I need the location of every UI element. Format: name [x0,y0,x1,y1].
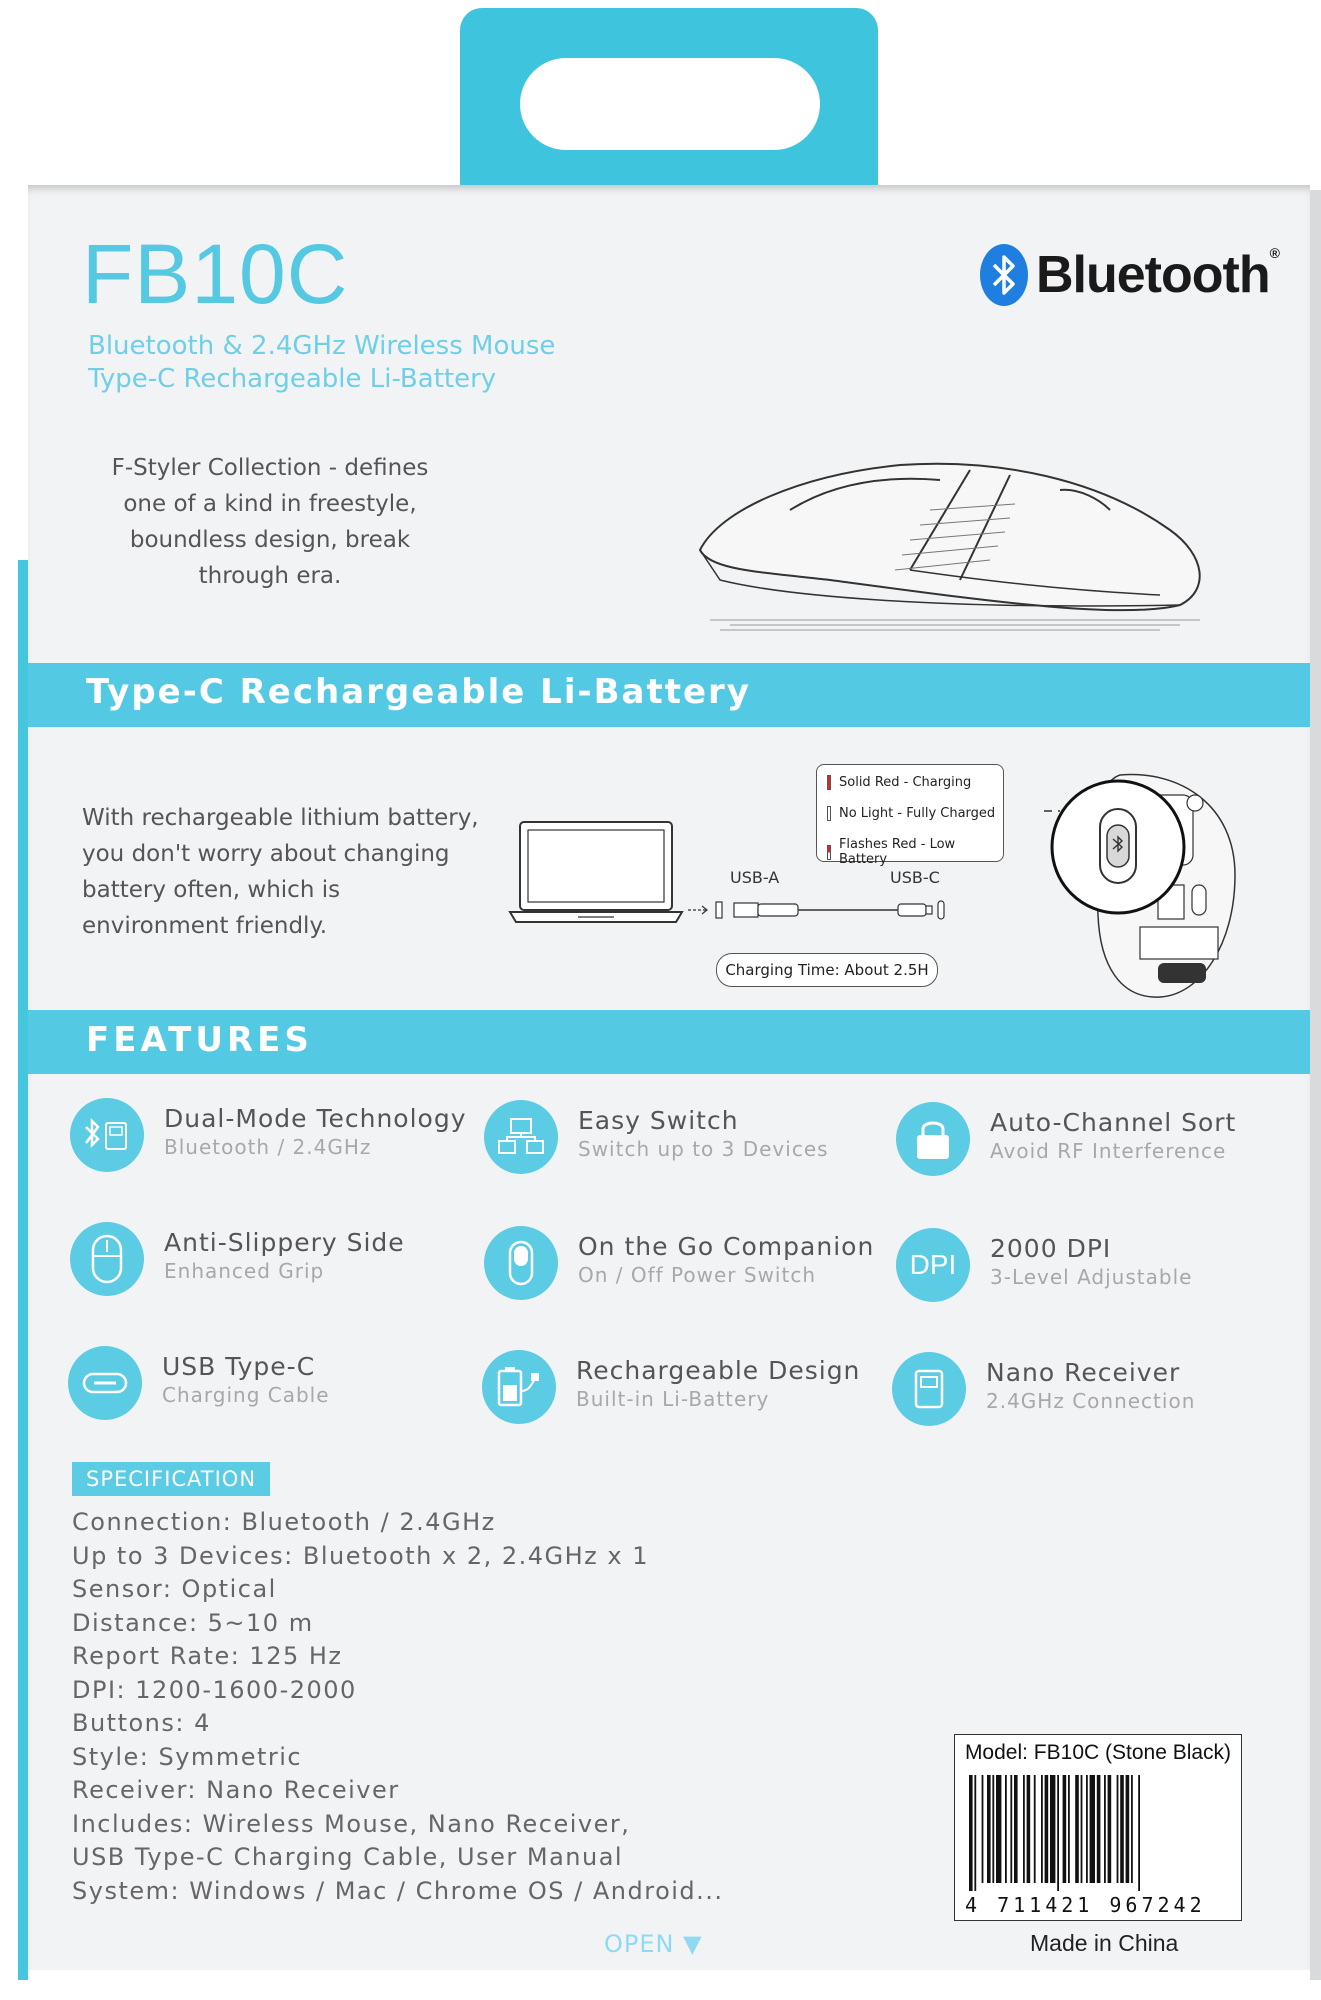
barcode-bar [1090,1775,1095,1883]
hang-hole [520,58,820,150]
barcode-bar [1104,1775,1106,1883]
barcode-bar [1131,1775,1133,1883]
feature-title: Easy Switch [578,1106,739,1135]
feature-auto-channel [896,1102,1236,1176]
barcode-bar [1081,1775,1083,1883]
feature-subtitle: Switch up to 3 Devices [578,1137,829,1161]
barcode-bar [1075,1775,1079,1883]
barcode-bar [1014,1775,1018,1883]
feature-subtitle: Enhanced Grip [164,1259,325,1283]
made-in-label: Made in China [1030,1930,1179,1956]
barcode-label [954,1734,1242,1921]
feature-title: On the Go Companion [578,1232,875,1261]
spec-line: Sensor: Optical [72,1575,277,1603]
features-section-heading: FEATURES [86,1020,313,1060]
led-state-charging: Solid Red - Charging [827,775,971,790]
barcode-bar [1045,1775,1049,1883]
feature-title: Nano Receiver [986,1358,1181,1387]
usb-c-icon [68,1346,142,1420]
spec-line: Receiver: Nano Receiver [72,1776,400,1804]
led-indicator-flashing [827,845,831,860]
product-model-title: FB10C [82,227,349,321]
lock-icon [896,1102,970,1176]
usb-a-label: USB-A [730,868,780,887]
feature-subtitle: Built-in Li-Battery [576,1387,770,1411]
led-state-full: No Light - Fully Charged [827,806,995,821]
spec-line: USB Type-C Charging Cable, User Manual [72,1843,624,1871]
barcode-icon [965,1775,1231,1891]
barcode-bar [1063,1775,1067,1883]
barcode-bar [1050,1775,1055,1883]
laptop-icon [508,818,684,928]
spec-line: Up to 3 Devices: Bluetooth x 2, 2.4GHz x 1 [72,1541,649,1570]
spec-line: Connection: Bluetooth / 2.4GHz [72,1508,496,1536]
barcode-bar [1120,1775,1124,1883]
spec-line: Buttons: 4 [72,1709,211,1737]
barcode-bar [992,1775,994,1883]
open-tab-label[interactable]: OPEN ▼ [604,1930,703,1958]
feature-subtitle: Charging Cable [162,1383,330,1407]
feature-on-the-go [484,1226,874,1300]
spec-line: Includes: Wireless Mouse, Nano Receiver, [72,1809,631,1838]
power-switch-icon [484,1226,558,1300]
barcode-bar [1086,1775,1088,1883]
charging-time-pill: Charging Time: About 2.5H [716,953,938,987]
barcode-bar [1117,1775,1119,1883]
nano-receiver-icon [892,1352,966,1426]
barcode-bar [1010,1775,1012,1883]
model-label: Model: FB10C (Stone Black) [964,1741,1232,1764]
mouse-side-illustration [680,430,1240,640]
feature-anti-slippery [70,1222,405,1296]
barcode-bar [1005,1775,1007,1883]
battery-description: With rechargeable lithium battery, you don't worry about changing battery often, which is environment friendly. [82,805,479,939]
battery-section-heading: Type-C Rechargeable Li-Battery [86,672,751,712]
feature-subtitle: 2.4GHz Connection [986,1389,1196,1413]
feature-title: Auto-Channel Sort [990,1108,1237,1137]
barcode-bar [1023,1775,1025,1883]
barcode-bar [1097,1775,1101,1883]
mouse-grip-icon [70,1222,144,1296]
feature-subtitle: 3-Level Adjustable [990,1265,1193,1289]
led-indicator-off [827,806,831,821]
feature-subtitle: Bluetooth / 2.4GHz [164,1135,372,1159]
feature-usb-c [68,1346,330,1420]
bluetooth-wordmark: Bluetooth® [1036,245,1279,304]
feature-subtitle: Avoid RF Interference [990,1139,1227,1163]
led-indicator-red [827,775,831,790]
spec-line: Style: Symmetric [72,1742,303,1771]
battery-icon [482,1350,556,1424]
usb-cable-illustration [686,898,946,922]
feature-title: USB Type-C [162,1352,316,1381]
feature-title: Anti-Slippery Side [164,1228,405,1257]
usb-c-label: USB-C [890,868,940,887]
barcode-bar [1057,1775,1059,1891]
spec-line: Report Rate: 125 Hz [72,1642,343,1670]
specification-list [72,1506,724,1908]
barcode-bar [969,1775,973,1891]
barcode-bar [987,1775,991,1883]
product-subtitle-line2: Type-C Rechargeable Li-Battery [88,364,497,394]
product-tagline: F-Styler Collection - defines one of a kind in freestyle, boundless design, break through era. [111,455,429,589]
barcode-bar [1041,1775,1043,1883]
barcode-bar [1068,1775,1070,1883]
devices-icon [484,1100,558,1174]
feature-dual-mode [70,1098,466,1172]
bluetooth-2.4g-icon [70,1098,144,1172]
barcode-bar [1126,1775,1130,1883]
dpi-icon: DPI [896,1228,970,1302]
specification-heading: SPECIFICATION [72,1462,270,1496]
spec-line: DPI: 1200-1600-2000 [72,1675,357,1704]
feature-easy-switch [484,1100,829,1174]
spec-line: Distance: 5~10 m [72,1608,314,1637]
feature-nano-receiver [892,1352,1195,1426]
bluetooth-logo [980,244,1279,306]
feature-title: Dual-Mode Technology [164,1104,467,1133]
bluetooth-icon [980,244,1028,306]
barcode-bar [996,1775,1001,1883]
spec-line: System: Windows / Mac / Chrome OS / Android... [72,1876,724,1905]
feature-title: Rechargeable Design [576,1356,861,1385]
barcode-bar [1138,1775,1140,1891]
led-status-legend [816,764,1004,867]
barcode-bar [974,1775,976,1891]
feature-title: 2000 DPI [990,1234,1112,1263]
box-right-edge [1310,190,1321,1980]
feature-rechargeable [482,1350,860,1424]
barcode-bar [982,1775,984,1883]
mouse-bottom-view [1040,765,1240,1005]
feature-dpi [896,1228,1192,1302]
box-left-edge [18,560,28,1980]
product-subtitle-line1: Bluetooth & 2.4GHz Wireless Mouse [88,331,556,361]
feature-subtitle: On / Off Power Switch [578,1263,817,1287]
barcode-number: 4 711421 967242 [965,1893,1206,1917]
led-state-low: Flashes Red - Low Battery [827,837,1003,867]
barcode-bar [1034,1775,1036,1883]
barcode-bar [1108,1775,1112,1883]
barcode-bar [1027,1775,1031,1883]
